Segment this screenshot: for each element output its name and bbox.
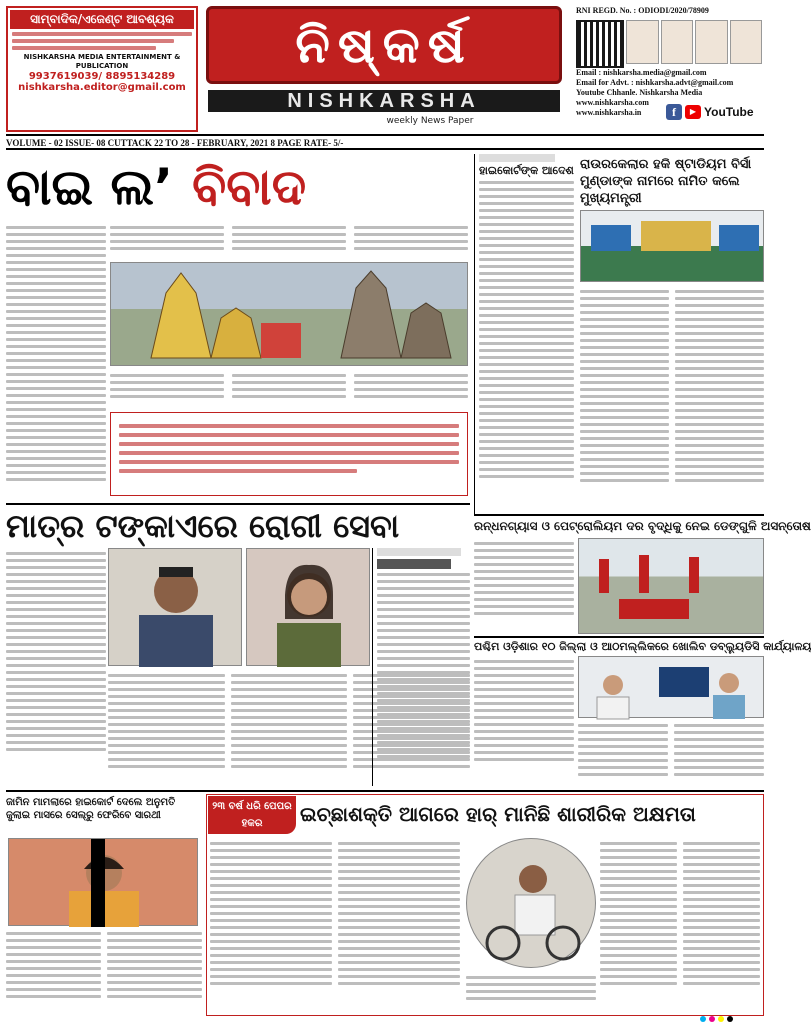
section-divider [6,503,470,505]
ad-heading: ସାମ୍ବାଦିକ/ଏଜେଣ୍ଟ ଆବଶ୍ୟକ [10,10,194,29]
stadium-event-photo [580,210,764,282]
facebook-icon[interactable]: f [666,104,682,120]
western-story-body [474,656,574,786]
certificate-icon [730,20,763,64]
newspaper-logo [206,6,562,116]
youtube-label[interactable]: YouTube [704,105,754,119]
contact-youtube[interactable]: Youtube Chhanle. Nishkarsha Media [576,88,703,97]
ad-text-line [12,46,156,50]
contact-email[interactable]: Email : nishkarsha.media@gmail.com [576,68,707,77]
western-story-body-2 [578,720,764,786]
lead-article-left-column [6,222,106,512]
high-court-story [474,154,574,514]
lead-headline [6,156,470,218]
high-court-headline: ହାଇକୋର୍ଟଙ୍କ ଆଦେଶ [479,164,574,177]
certificate-icon [626,20,659,64]
western-story-headline: ପଶ୍ଚିମ ଓଡ଼ିଶାର ୧୦ ଜିଲ୍ଲା ଓ ଆଠମଲ୍ଲିକରେ ଖୋଲିବ ଡବ୍ଲ୍ୟୁଡିସି କାର୍ଯ୍ୟାଳୟ [474,636,764,654]
tagline: weekly News Paper [386,116,474,126]
rni-number: RNI REGD. No. : ODIODI/2020/78909 [576,6,709,15]
stadium-story-body [580,286,764,516]
bottom-left-body [6,928,202,1020]
stadium-story-headline: ରାଉରକେଲାର ହକି ଷ୍ଟାଡିୟମ ବିର୍ସା ମୁଣ୍ଡାଙ୍କ ନାମରେ ନାମିତ କଲେ ମୁଖ୍ୟମନ୍ତ୍ରୀ [580,157,752,206]
second-story-left-column [6,548,106,784]
ad-mobile: 9937619039/ 8895134289 [28,71,176,82]
doctor-photo [108,548,242,666]
person-illustration [109,549,243,667]
protest-illustration [579,539,765,635]
logo-odia-box [206,6,562,84]
woman-photo [246,548,370,666]
ad-text-line [12,39,174,43]
print-registration-marks [700,1016,764,1022]
bottom-main-body-right [600,838,760,1012]
certificate-icon [695,20,728,64]
contact-advt-email[interactable]: Email for Advt. : nishkarsha.advt@gmail.com [576,78,734,87]
logo-english: NISHKARSHA [208,90,560,112]
person-illustration [247,549,371,667]
sarathi-photo [8,838,198,926]
social-icons [666,104,754,120]
second-headline: ମାତ୍ର ଟଙ୍କାଏରେ ରୋଗୀ ସେବା [6,507,400,545]
lead-headline-black: ବାଇ ଲ’ [6,158,174,216]
contact-website-in[interactable]: www.nishkarsha.in [576,108,642,117]
fuel-story-body [474,538,574,634]
dateline: VOLUME - 02 ISSUE- 08 CUTTACK 22 TO 28 - FEBRUARY, 2021 8 PAGE RATE- 5/- [6,134,764,150]
qr-code-icon[interactable] [576,20,624,68]
lead-quote-box [110,412,468,496]
bottom-main-headline: ଇଚ୍ଛାଶକ୍ତି ଆଗରେ ହାର୍ ମାନିଛି ଶାରୀରିକ ଅକ୍ଷମତା [300,802,696,826]
middle-story-kicker [377,548,461,556]
lead-headline-red: ବିବାଦ [192,158,307,216]
certificate-icon [661,20,694,64]
bottom-main-caption [466,972,596,1012]
lead-article-top-text [110,222,468,258]
bottom-main-body [210,838,460,1012]
hawker-illustration [467,839,597,969]
protest-photo [578,538,764,634]
hawker-photo [466,838,596,968]
middle-story-headline [377,559,451,569]
youtube-icon[interactable]: ▶ [685,105,701,119]
recruitment-ad-box [6,6,198,132]
section-divider [6,790,764,792]
certificate-images [626,20,762,64]
meeting-photo [578,656,764,718]
high-court-kicker [479,154,555,162]
ad-email[interactable]: nishkarsha.editor@gmail.com [18,82,186,93]
logo-odia-text: ନିଷ୍କର୍ଷ [295,15,473,74]
contact-block [576,6,764,132]
meeting-illustration [579,657,765,719]
middle-small-story [372,548,470,786]
lead-article-body [110,370,468,406]
fuel-story-headline: ରନ୍ଧନଗ୍ୟାସ ଓ ପେଟ୍ରୋଲିୟମ ଦର ବୃଦ୍ଧିକୁ ନେଇ ଡେଙ୍ଗୁଳି ଅସନ୍ତୋଷ [474,514,764,534]
event-illustration [581,211,765,283]
bottom-left-headline: ଜାମିନ ମାମଲାରେ ହାଇକୋର୍ଟ ଦେଲେ ଅନୁମତି ଜୁଲାଇ ମାସରେ ସେଲ୍‌ରୁ ଫେରିବେ ସାରଥୀ [6,797,176,821]
ad-company: NISHKARSHA MEDIA ENTERTAINMENT & PUBLICATION [23,53,181,70]
temple-photo [110,262,468,366]
bottom-main-badge: ୨୩ ବର୍ଷ ଧରି ପେପର ହକର [208,796,296,834]
person-illustration [9,839,199,927]
temple-illustration [111,263,469,367]
contact-website[interactable]: www.nishkarsha.com [576,98,649,107]
ad-text-line [12,32,192,36]
